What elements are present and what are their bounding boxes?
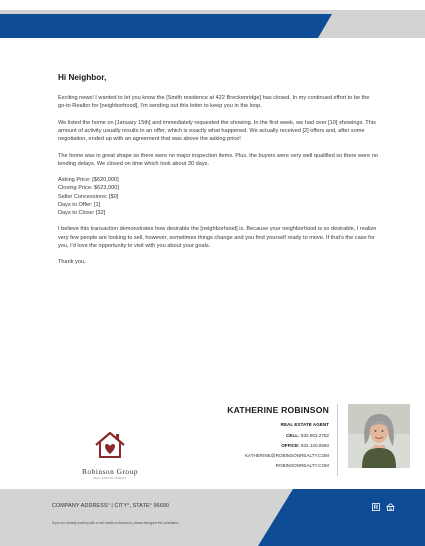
logo-name: Robinson Group [81,467,139,476]
cell-number[interactable]: 832.903.2752 [300,433,329,438]
stats-list [58,176,378,217]
realtor-r-icon [372,503,380,511]
company-logo [72,430,148,480]
paragraph-2: We listed the home on [January 15th] and immediately requested the showing. In the first week, we had over [10] showings. This amount of activity usually results in an offer, which is exactly what happened. We actually received [2] offers and, after some negotiation, ended up with an agreement that was above the asking price! [58,119,376,143]
agent-divider [337,404,338,476]
logo-tagline: REAL ESTATE AGENCY [92,477,128,480]
agent-office [227,443,329,448]
stat-days-to-offer: Days to Offer: [1] [58,201,101,208]
company-address: COMPANY ADDRESS° | CITY°, STATE° 96690 [52,503,170,509]
stat-asking-price: Asking Price: [$620,000] [58,177,119,184]
letter-body [58,74,378,275]
footer-band [0,489,425,546]
stat-seller-concessions: Seller Concessions: [$0] [58,193,119,200]
agent-name: KATHERINE ROBINSON [227,405,329,415]
agent-email[interactable]: KATHERINE@ROBINSONREALTY.COM [244,453,329,458]
header-band [0,10,425,38]
paragraph-1: Exciting news! I wanted to let you know the [Smith residence at 422 Breckenridge] has closed. In my continued effort to be the go-to Realtor for [neighborhood], I'm sending out this letter to keep you in the loop. [58,95,370,110]
disclaimer: If you are already working with a real estate professional, please disregard this solicitation. [52,521,180,525]
office-label: OFFICE: [281,443,300,448]
paragraph-4: I believe this transaction demonstrates how desirable the [neighborhood] is. Because your neighborhood is so desirable, I realize very few people are looking to sell, however, sometimes things change and you find yourself ready to move. If that's the case for you, I'd love the opportunity to visit with you about your goals. [58,226,377,249]
stat-days-to-close: Days to Close: [32] [58,210,106,216]
cell-label: CELL: [286,433,300,438]
equal-housing-icon [386,503,395,511]
agent-title: REAL ESTATE AGENT [280,422,329,427]
greeting: Hi Neighbor, [58,73,107,82]
office-number[interactable]: 832.120.0593 [300,443,329,448]
agent-photo [348,404,410,468]
closing: Thank you, [58,259,86,266]
agent-cell [227,433,329,438]
paragraph-3: The home was in great shape so there were no major inspection items. Plus, the buyers were very well qualified so there were no lending delays. We closed on time which took about 30 days. [58,152,378,167]
agent-website[interactable]: ROBINSONREALTY.COM [275,463,329,468]
agent-info [227,405,329,473]
stat-closing-price: Closing Price: $623,000] [58,185,119,192]
house-logo-icon [93,430,127,460]
